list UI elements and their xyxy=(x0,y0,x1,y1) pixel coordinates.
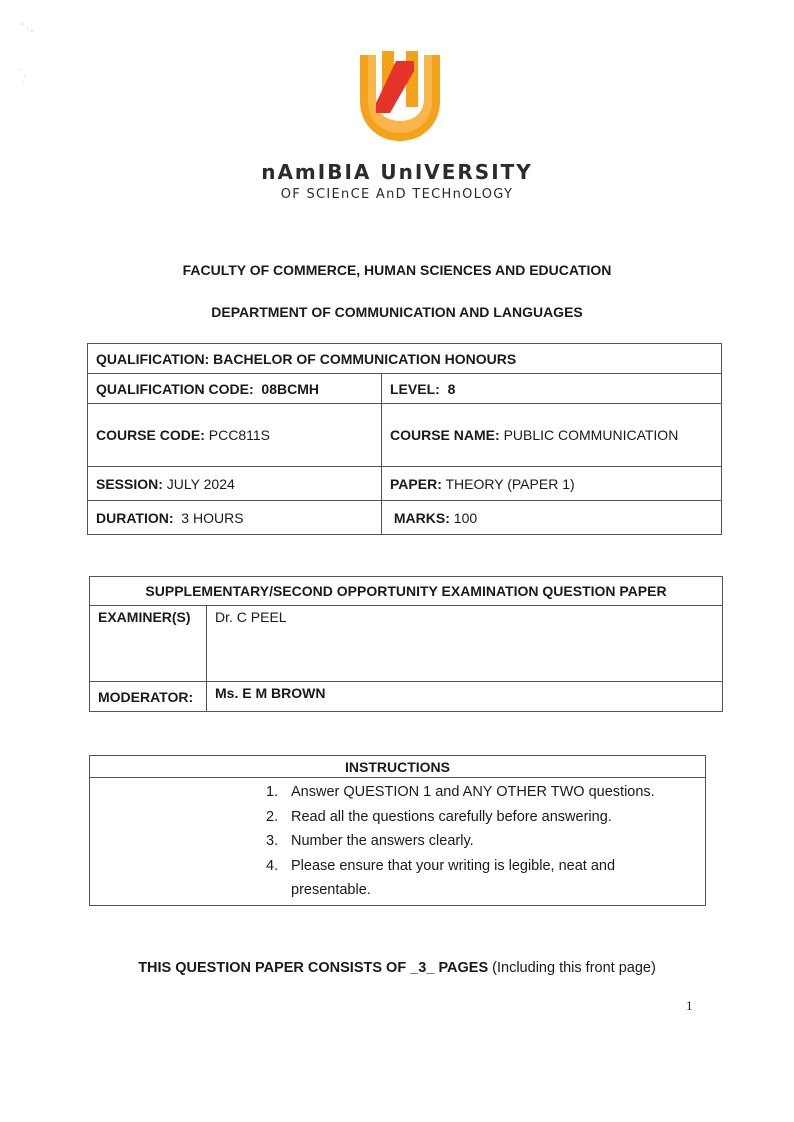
instruction-item: 3. Number the answers clearly. xyxy=(266,833,474,849)
university-name: nAmIBIA UnIVERSITY xyxy=(261,160,533,184)
examination-table xyxy=(89,576,723,712)
instruction-item: 2. Read all the questions carefully before answering. xyxy=(266,808,612,825)
exam-title-cell: SUPPLEMENTARY/SECOND OPPORTUNITY EXAMINATION QUESTION PAPER xyxy=(90,577,723,606)
instructions-title-cell: INSTRUCTIONS xyxy=(90,756,706,778)
paper-cell: PAPER: THEORY (PAPER 1) xyxy=(382,467,722,501)
examiner-label-cell: EXAMINER(S) xyxy=(90,606,207,682)
qualification-code-cell: QUALIFICATION CODE: 08BCMH xyxy=(88,374,382,404)
instructions-list-cell xyxy=(90,778,706,906)
faculty-heading: FACULTY OF COMMERCE, HUMAN SCIENCES AND EDUCATION xyxy=(182,262,612,278)
university-subtitle: OF SCIEnCE AnD TECHnOLOGY xyxy=(280,187,514,202)
session-cell: SESSION: JULY 2024 xyxy=(88,467,382,501)
moderator-label-cell: MODERATOR: xyxy=(90,682,207,712)
examiner-value-cell: Dr. C PEEL xyxy=(207,606,723,682)
instruction-item: 1. Answer QUESTION 1 and ANY OTHER TWO questions. xyxy=(266,784,655,800)
moderator-value-cell: Ms. E M BROWN xyxy=(207,682,723,712)
scan-specks xyxy=(18,20,48,100)
level-cell: LEVEL: 8 xyxy=(382,374,722,404)
course-details-table xyxy=(87,343,722,535)
page-number: 1 xyxy=(686,998,693,1013)
course-code-cell: COURSE CODE: PCC811S xyxy=(88,404,382,467)
instructions-table xyxy=(89,755,706,906)
duration-cell: DURATION: 3 HOURS xyxy=(88,501,382,535)
department-heading: DEPARTMENT OF COMMUNICATION AND LANGUAGES xyxy=(211,304,583,320)
instruction-item: 4. Please ensure that your writing is legible, neat and presentable. xyxy=(266,857,616,898)
page-count-note: THIS QUESTION PAPER CONSISTS OF _3_ PAGES (Including this front page) xyxy=(138,960,656,976)
course-name-cell: COURSE NAME: PUBLIC COMMUNICATION xyxy=(382,404,722,467)
university-logo xyxy=(356,47,444,143)
instructions-list xyxy=(90,778,705,905)
marks-cell: MARKS: 100 xyxy=(382,501,722,535)
qualification-cell: QUALIFICATION: BACHELOR OF COMMUNICATION HONOURS xyxy=(88,344,722,374)
